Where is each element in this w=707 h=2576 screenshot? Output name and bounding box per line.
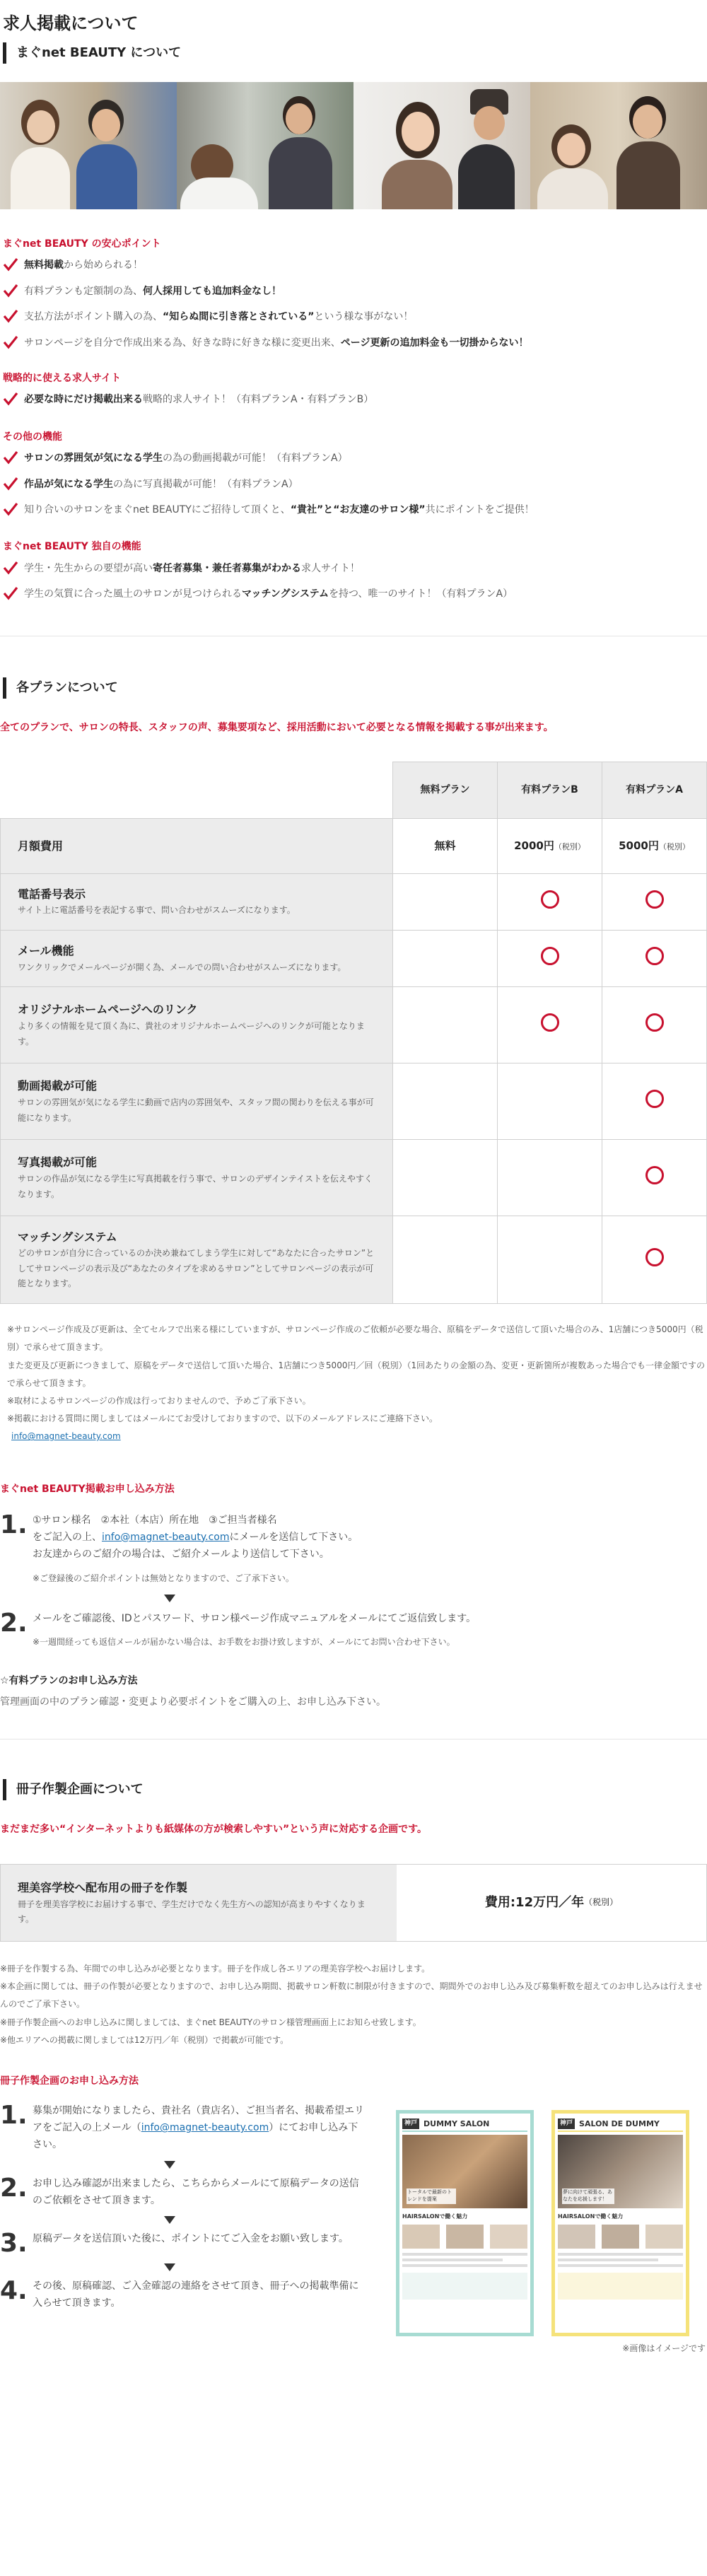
mark-cell — [498, 1063, 602, 1140]
salon-photo-strip — [0, 82, 707, 209]
salon-photo-2 — [177, 82, 354, 209]
list-item — [3, 257, 707, 273]
mark-cell — [602, 987, 707, 1063]
list-item-text: 学生の気質に合った風土のサロンが見つけられる — [24, 588, 242, 600]
fee-unit: （税別） — [554, 842, 585, 852]
list-item-bold: 作品が気になる学生 — [24, 478, 113, 490]
list-item-bold: マッチングシステム — [242, 588, 329, 600]
flyer-catch: トータルで最新のトレンドを提案 — [407, 2189, 456, 2204]
fee-free — [393, 818, 498, 873]
about-heading: まぐnet BEAUTY について — [3, 42, 707, 64]
list-item — [3, 450, 707, 466]
booklet-row-desc: 冊子を理美容学校にお届けする事で、学生だけでなく先生方への認知が高まりやすくなります。 — [18, 1899, 366, 1925]
checkmark-icon — [3, 284, 18, 298]
page-title: 求人掲載について — [3, 13, 139, 33]
mark-cell — [498, 987, 602, 1063]
mark-cell — [602, 1063, 707, 1140]
available-circle-icon — [541, 890, 559, 909]
mark-cell — [498, 931, 602, 987]
step-text: ①サロン様名 ②本社（本店）所在地 ③ご担当者様名 — [33, 1514, 277, 1526]
flyer-text-line — [402, 2253, 527, 2256]
mark-cell — [393, 987, 498, 1063]
fee-label: 月額費用 — [18, 839, 64, 853]
available-circle-icon — [645, 947, 664, 965]
booklet-email-link[interactable]: info@magnet-beauty.com — [141, 2122, 269, 2134]
list-item — [3, 561, 707, 576]
checkmark-icon — [3, 309, 18, 323]
booklet-step-2 — [0, 2173, 368, 2210]
salon-photo-3 — [354, 82, 530, 209]
list-item — [3, 392, 707, 407]
contact-email-link[interactable]: info@magnet-beauty.com — [11, 1431, 121, 1442]
table-row — [1, 1140, 707, 1216]
flyer-staff-photo — [402, 2225, 440, 2249]
table-row — [1, 1216, 707, 1304]
flyer-salon-name: DUMMY SALON — [423, 2119, 490, 2128]
table-corner — [1, 762, 393, 818]
feature-title: 動画掲載が可能 — [18, 1079, 98, 1093]
note-line: ※サロンページ作成及び更新は、全てセルフで出来る様にしていますが、サロンページ作成のご依頼が必要な場合、原稿をデータで送信して頂いた場合のみ、1店舗につき5000円（税別）で承らせて頂きます。 — [7, 1324, 703, 1353]
list-item-bold: サロンの雰囲気が気になる学生 — [24, 453, 163, 465]
list-item-text: サロンページを自分で作成出来る為、好きな時に好きな様に変更出来、 — [24, 337, 341, 349]
list-item-text: 支払方法が — [24, 311, 74, 323]
feature-title: マッチングシステム — [18, 1230, 117, 1244]
booklet-heading: 冊子作製企画について — [3, 1779, 707, 1800]
other-functions-title: その他の機能 — [3, 431, 62, 443]
flyer-salon-name: SALON DE DUMMY — [579, 2119, 660, 2128]
available-circle-icon — [645, 1166, 664, 1184]
fee-b — [498, 818, 602, 873]
list-item-text: 知り合いのサロンをまぐnet BEAUTYにご招待して頂くと、 — [24, 503, 291, 515]
list-item-text: 有料プランも定額制の為、 — [24, 285, 143, 297]
step-text: メールをご確認後、IDとパスワード、サロン様ページ作成マニュアルをメールにてご返信致します。 — [33, 1612, 477, 1624]
list-item-text: の為の動画掲載が可能！（有料プランA） — [163, 453, 348, 465]
mark-cell — [602, 931, 707, 987]
list-item-text: 戦略的求人サイト！（有料プランA・有料プランB） — [143, 394, 374, 406]
booklet-apply-title: 冊子作製企画のお申し込み方法 — [0, 2075, 139, 2087]
flyer-staff-photo — [602, 2225, 639, 2249]
list-item-bold: “貴社”と“お友達のサロン様” — [290, 503, 426, 515]
apply-email-link[interactable]: info@magnet-beauty.com — [102, 1531, 230, 1543]
step-number: 2. — [0, 2173, 28, 2203]
list-item — [3, 477, 707, 492]
booklet-price: 費用:12万円／年 — [484, 1894, 585, 1910]
mark-cell — [393, 1140, 498, 1216]
paid-plan-title: ☆有料プランのお申し込み方法 — [0, 1674, 138, 1686]
booklet-info-cell — [1, 1865, 397, 1941]
step-text: 原稿データを送信頂いた後に、ポイントにてご入金をお願い致します。 — [33, 2233, 349, 2245]
list-item — [3, 309, 707, 325]
down-arrow-icon — [164, 1595, 175, 1602]
apply-step-2 — [0, 1608, 707, 1649]
feature-title: メール機能 — [18, 944, 74, 958]
step-text: にメールを送信して下さい。 — [229, 1531, 358, 1543]
down-arrow-icon — [164, 2216, 175, 2224]
flyer-staff-row — [558, 2225, 683, 2249]
mark-cell — [602, 873, 707, 930]
plan-notes — [0, 1321, 707, 1445]
booklet-apply-steps — [0, 2103, 368, 2312]
fee-unit: （税別） — [658, 842, 690, 852]
mark-cell — [393, 1063, 498, 1140]
plan-comparison-table — [0, 762, 707, 1304]
booklet-step-3 — [0, 2229, 368, 2259]
booklet-price-row — [0, 1864, 707, 1942]
booklet-step-1 — [0, 2103, 368, 2153]
table-row — [1, 1063, 707, 1140]
list-item-text: 求人サイト！ — [301, 562, 361, 574]
safety-points-list — [3, 257, 707, 351]
flyer-text-line — [402, 2259, 503, 2261]
mark-cell — [393, 873, 498, 930]
salon-photo-1 — [0, 82, 177, 209]
flyer-photo — [402, 2135, 527, 2208]
apply-title: まぐnet BEAUTY掲載お申し込み方法 — [0, 1483, 175, 1495]
flyer-text-line — [558, 2264, 683, 2267]
checkmark-icon — [3, 561, 18, 575]
booklet-lead: まだまだ多い“インターネットよりも紙媒体の方が検索しやすい”という声に対応する企画です。 — [0, 1823, 428, 1835]
checkmark-icon — [3, 450, 18, 465]
note-line: ※冊子作製企画へのお申し込みに関しましては、まぐnet BEAUTYのサロン様管理画面上にお知らせ致します。 — [0, 2017, 421, 2027]
list-item-text: 学生・先生からの要望が高い — [24, 562, 153, 574]
note-line: また変更及び更新につきまして、原稿をデータで送信して頂いた場合、1店舗につき5000円／回（税別）（1回あたりの金額の為、変更・更新箇所が複数あった場合でも一律金額ですので承らせて頂きます。 — [7, 1360, 705, 1388]
booklet-price-unit: （税別） — [584, 1897, 619, 1908]
step-number: 2. — [0, 1608, 28, 1638]
step-number: 4. — [0, 2276, 28, 2306]
flyer-staff-photo — [490, 2225, 527, 2249]
flyer-info-box — [402, 2273, 527, 2300]
mark-cell — [498, 1216, 602, 1304]
plan-column-free: 無料プラン — [393, 762, 498, 818]
list-item-bold: 必要な時にだけ掲載出来る — [24, 394, 143, 406]
checkmark-icon — [3, 502, 18, 516]
step-text: ）にてお申し込み下さい。 — [33, 2122, 358, 2150]
available-circle-icon — [541, 1013, 559, 1032]
list-item-bold: “知らぬ間に引き落とされている” — [163, 311, 315, 323]
list-item-text: から始められる！ — [64, 260, 143, 272]
feature-desc: サロンの作品が気になる学生に写真掲載を行う事で、サロンのデザインテイストを伝えやすくなります。 — [18, 1173, 373, 1199]
fee-value: 5000円 — [619, 839, 659, 853]
feature-desc: ワンクリックでメールページが開く為、メールでの問い合わせがスムーズになります。 — [18, 962, 346, 972]
step-text: お友達からのご紹介の場合は、ご紹介メールより送信して下さい。 — [33, 1548, 329, 1560]
booklet-sample-flyer-2 — [551, 2110, 689, 2336]
available-circle-icon — [645, 1090, 664, 1108]
list-item — [3, 284, 707, 299]
step-text: その後、原稿確認、ご入金確認の連絡をさせて頂き、冊子への掲載準備に入らせて頂きます。 — [33, 2280, 359, 2309]
note-line: ※他エリアへの掲載に関しましては12万円／年（税別）で掲載が可能です。 — [0, 2034, 289, 2045]
booklet-price-cell — [397, 1865, 706, 1941]
flyer-staff-photo — [446, 2225, 484, 2249]
list-item-text: という様な事がない！ — [314, 311, 414, 323]
step-number: 1. — [0, 1510, 28, 1539]
apply-steps — [0, 1510, 707, 1649]
list-item-text: の為に写真掲載が可能！（有料プランA） — [113, 478, 298, 490]
booklet-sample-flyer-1 — [396, 2110, 534, 2336]
note-line: ※冊子を作製する為、年間での申し込みが必要となります。冊子を作成し各エリアの理美容学校へお届けします。 — [0, 1964, 431, 1974]
step-text: をご記入の上、 — [33, 1531, 102, 1543]
plans-lead: 全てのプランで、サロンの特長、スタッフの声、募集要項など、採用活動において必要となる情報を掲載する事が出来ます。 — [0, 722, 554, 734]
fee-value: 2000円 — [514, 839, 554, 853]
feature-desc: サロンの雰囲気が気になる学生に動画で店内の雰囲気や、スタッフ間の関わりを伝える事が可能になります。 — [18, 1097, 374, 1123]
mark-cell — [393, 1216, 498, 1304]
table-row — [1, 931, 707, 987]
list-item-bold: ページ更新の追加料金も一切掛からない！ — [340, 337, 529, 349]
fee-a — [602, 818, 707, 873]
checkmark-icon — [3, 335, 18, 349]
list-item — [3, 586, 707, 602]
checkmark-icon — [3, 392, 18, 406]
available-circle-icon — [645, 1248, 664, 1266]
checkmark-icon — [3, 586, 18, 600]
mark-cell — [498, 1140, 602, 1216]
list-item — [3, 335, 707, 351]
list-item-text: を持つ、唯一のサイト！（有料プランA） — [329, 588, 513, 600]
unique-functions-title: まぐnet BEAUTY 独自の機能 — [3, 541, 141, 553]
flyer-area: 神戸 — [558, 2119, 575, 2128]
plans-heading: 各プランについて — [3, 677, 707, 699]
flyer-text-line — [558, 2253, 683, 2256]
flyer-subtitle: HAIRSALONで働く魅力 — [402, 2213, 468, 2220]
feature-desc: より多くの情報を見て頂く為に、貴社のオリジナルホームページへのリンクが可能となります。 — [18, 1020, 365, 1047]
down-arrow-icon — [164, 2263, 175, 2271]
available-circle-icon — [645, 890, 664, 909]
list-item-bold: 無料掲載 — [24, 260, 64, 272]
list-item-bold: 何人採用しても追加料金なし！ — [143, 285, 281, 297]
booklet-step-4 — [0, 2278, 368, 2312]
booklet-notes — [0, 1960, 707, 2049]
mark-cell — [602, 1140, 707, 1216]
note-line: ※取材によるサロンページの作成は行っておりませんので、予めご了承下さい。 — [7, 1395, 311, 1406]
mark-cell — [602, 1216, 707, 1304]
mark-cell — [498, 873, 602, 930]
strategy-title: 戦略的に使える求人サイト — [3, 372, 122, 384]
list-item-text: ポイント購入の為、 — [74, 311, 163, 323]
apply-step-1 — [0, 1510, 707, 1586]
fee-label-cell — [1, 818, 393, 873]
list-item-bold: 寄任者募集・兼任者募集がわかる — [153, 562, 301, 574]
image-caption: ※画像はイメージです — [622, 2343, 706, 2354]
flyer-photo — [558, 2135, 683, 2208]
flyer-area: 神戸 — [402, 2119, 419, 2128]
list-item-text: 共にポイントをご提供！ — [425, 503, 534, 515]
checkmark-icon — [3, 477, 18, 491]
table-row — [1, 873, 707, 930]
step-number: 3. — [0, 2229, 28, 2259]
plan-column-b: 有料プランB — [498, 762, 602, 818]
flyer-text-line — [402, 2264, 527, 2267]
step-text: 募集が開始になりましたら、貴社名（貴店名）、ご担当者名、掲載希望エリアをご記入の上メール（ — [33, 2105, 364, 2134]
feature-title: 電話番号表示 — [18, 887, 86, 901]
plan-column-a: 有料プランA — [602, 762, 707, 818]
down-arrow-icon — [164, 2161, 175, 2169]
flyer-staff-photo — [558, 2225, 595, 2249]
step-text: お申し込み確認が出来ましたら、こちらからメールにて原稿データの送信のご依頼をさせて頂きます。 — [33, 2177, 359, 2206]
booklet-apply-area — [0, 2103, 707, 2400]
feature-title: オリジナルホームページへのリンク — [18, 1003, 198, 1017]
flyer-text-line — [558, 2259, 658, 2261]
available-circle-icon — [541, 947, 559, 965]
step-note: ※一週間経っても返信メールが届かない場合は、お手数をお掛け致しますが、メールにてお問い合わせ下さい。 — [33, 1636, 455, 1647]
mark-cell — [393, 931, 498, 987]
paid-plan-text: 管理画面の中のプラン確認・変更より必要ポイントをご購入の上、お申し込み下さい。 — [0, 1696, 386, 1708]
fee-value: 無料 — [434, 839, 456, 853]
flyer-subtitle: HAIRSALONで働く魅力 — [558, 2213, 624, 2220]
note-line: ※掲載における質問に関しましてはメールにてお受けしておりますので、以下のメールアドレスにご連絡下さい。 — [7, 1414, 438, 1424]
note-line: ※本企画に関しては、冊子の作製が必要となりますので、お申し込み期間、掲載サロン軒数に制限が付きますので、期間外でのお申し込み及び募集軒数を超えてのお申し込みは行えませんのでご了承下さい。 — [0, 1981, 703, 2010]
flyer-staff-photo — [645, 2225, 683, 2249]
flyer-staff-row — [402, 2225, 527, 2249]
step-number: 1. — [0, 2101, 28, 2131]
flyer-catch: 夢に向けて頑張る、あなたを応援します！ — [562, 2189, 614, 2204]
salon-photo-4 — [530, 82, 707, 209]
booklet-row-title: 理美容学校へ配布用の冊子を作製 — [18, 1881, 188, 1895]
available-circle-icon — [645, 1013, 664, 1032]
feature-desc: サイト上に電話番号を表記する事で、問い合わせがスムーズになります。 — [18, 905, 296, 916]
step-note: ※ご登録後のご紹介ポイントは無効となりますので、ご了承下さい。 — [33, 1573, 294, 1584]
safety-points-title: まぐnet BEAUTY の安心ポイント — [3, 238, 161, 250]
table-row — [1, 987, 707, 1063]
checkmark-icon — [3, 257, 18, 272]
feature-desc: どのサロンが自分に合っているのか決め兼ねてしまう学生に対して“あなたに合ったサロン”としてサロンページの表示及び“あなたのタイプを求めるサロン”としてサロンページの表示が可能となります。 — [18, 1248, 375, 1289]
feature-title: 写真掲載が可能 — [18, 1155, 98, 1170]
flyer-info-box — [558, 2273, 683, 2300]
list-item — [3, 502, 707, 518]
